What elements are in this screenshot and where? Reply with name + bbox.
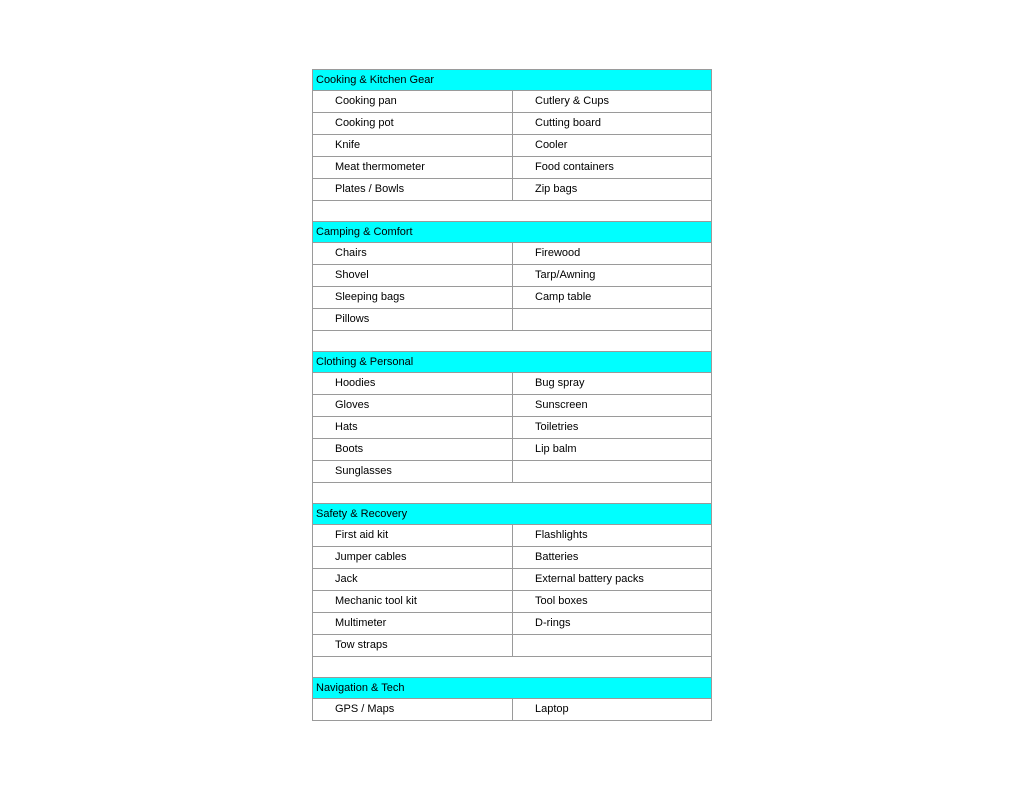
table-row [313,569,711,591]
checklist-item: Sunscreen [535,399,588,411]
table-row [313,613,711,635]
checklist-item: Zip bags [535,183,578,195]
checklist-item: Boots [313,439,513,460]
table-row [313,243,711,265]
table-row [313,373,711,395]
checklist-item: Food containers [535,161,614,173]
table-row [313,439,711,461]
section-header-navigation-and-tech: Navigation & Tech [313,678,711,699]
table-row [313,395,711,417]
checklist-item [513,461,711,482]
checklist-item: External battery packs [535,573,644,585]
table-row [313,699,711,721]
table-row [313,525,711,547]
table-row [313,591,711,613]
checklist-item: Hoodies [313,373,513,394]
table-row [313,91,711,113]
checklist-item: Cooking pot [313,113,513,134]
checklist-item: Cooler [535,139,568,151]
checklist-item: D-rings [535,617,571,629]
section-header-camping-and-comfort: Camping & Comfort [313,222,711,243]
table-row [313,461,711,483]
table-row [313,287,711,309]
checklist-item [513,309,711,330]
checklist-item: Sleeping bags [313,287,513,308]
checklist-item: Tarp/Awning [535,269,596,281]
section-spacer-row [313,483,711,504]
table-row [313,547,711,569]
section-header-safety-and-recovery: Safety & Recovery [313,504,711,525]
checklist-item: Tow straps [313,635,513,656]
checklist-item: Jack [313,569,513,590]
checklist-table [312,69,712,721]
checklist-item: Cutlery & Cups [535,95,609,107]
checklist-item: Batteries [535,551,579,563]
checklist-item: First aid kit [313,525,513,546]
table-row [313,417,711,439]
section-spacer-row [313,331,711,352]
table-row [313,265,711,287]
table-row [313,635,711,657]
table-row [313,135,711,157]
checklist-item: Toiletries [535,421,579,433]
checklist-item: Flashlights [535,529,588,541]
table-row [313,179,711,201]
table-row [313,309,711,331]
checklist-item: Bug spray [535,377,585,389]
checklist-item: Tool boxes [535,595,588,607]
checklist-item: Firewood [535,247,581,259]
checklist-item: Multimeter [313,613,513,634]
checklist-item: Shovel [313,265,513,286]
section-spacer-row [313,201,711,222]
section-header-clothing-and-personal: Clothing & Personal [313,352,711,373]
checklist-item: Sunglasses [313,461,513,482]
checklist-item: GPS / Maps [313,699,513,720]
checklist-item: Cooking pan [313,91,513,112]
checklist-item: Pillows [313,309,513,330]
checklist-item: Gloves [313,395,513,416]
table-row [313,113,711,135]
checklist-item: Lip balm [535,443,577,455]
checklist-item: Chairs [313,243,513,264]
checklist-item: Cutting board [535,117,602,129]
checklist-item: Knife [313,135,513,156]
checklist-item: Laptop [535,703,569,715]
section-spacer-row [313,657,711,678]
checklist-item: Jumper cables [313,547,513,568]
checklist-item: Hats [313,417,513,438]
checklist-item: Camp table [535,291,592,303]
checklist-item: Meat thermometer [313,157,513,178]
checklist-item: Mechanic tool kit [313,591,513,612]
checklist-item [513,635,711,656]
table-row [313,157,711,179]
checklist-item: Plates / Bowls [313,179,513,200]
section-header-cooking-and-kitchen-gear: Cooking & Kitchen Gear [313,70,711,91]
